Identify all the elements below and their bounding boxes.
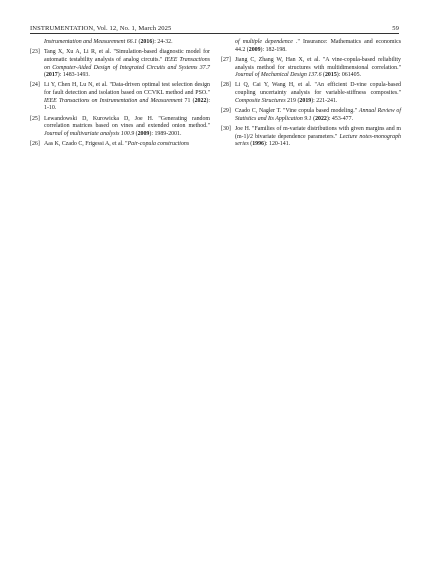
reference-pages: ): 453-477. [326,115,354,122]
reference-number: [26] [30,141,40,148]
reference-source: of multiple dependence [235,39,293,45]
reference-number: [28] [221,82,231,89]
reference-number: [30] [221,125,231,132]
reference-text: ." Insurance: Mathematics and economics 44.2 ( [235,39,401,53]
reference-number: [23] [30,49,40,56]
reference-25: [25] Lewandowski D, Kurowicka D, Joe H. "Generating random correlation matrices based on vines and extended onion method." Journal of multivariate analysis 100.9 (2009): 1989-2001. [30,115,210,137]
reference-source: IEEE Transactions on Instrumentation and Measurement [44,97,183,104]
reference-source: Lecture notes-monograph series [235,133,401,148]
reference-number: [27] [221,56,231,63]
reference-28 [221,82,401,105]
reference-text: Tang X, Xu A, Li R, et al. "Simulation-based diagnostic model for automatic testability analysis of analog circuits." [44,49,210,63]
reference-source: Instrumentation and Measurement 66.1 [44,39,138,45]
reference-volume: 219 ( [285,97,300,104]
reference-text: Li Q, Cai Y, Wang H, et al. "An efficient D-vine copula-based coupling uncertainty analysis for variable-stiffness composites." [235,82,401,97]
reference-year: 2009 [137,131,150,137]
reference-pages: ): 221-241. [311,97,338,104]
reference-year: 1996 [252,141,264,148]
reference-pages: ): 182-198. [260,46,287,53]
reference-column-left [30,39,210,152]
reference-text: Li Y, Chen H, Lu N, et al. "Data-driven optimal test selection design for fault detection and isolation based on CCVKL method and PSO." [44,82,210,97]
reference-year: 2015 [324,72,337,79]
journal-title: INSTRUMENTATION, Vol. 12, No. 1, March 2025 [30,25,172,32]
reference-text: Joe H. "Families of m-variate distributions with given margins and m (m-1)/2 bivariate dependence parameters." [235,125,401,140]
reference-year: 2009 [248,46,261,53]
reference-volume: 71 ( [182,97,195,104]
reference-column-right [221,39,401,152]
reference-year: 2016 [140,39,153,45]
reference-number: [24] [30,82,40,89]
reference-text: Aas K, Czado C, Frigessi A, et al. " [44,141,128,148]
reference-source: Composite Structures [235,97,286,104]
reference-26 [30,141,210,149]
reference-source: Annual Review of Statistics and Its Application 9.1 [235,108,401,122]
reference-source: Journal of Mechanical Design 137.6 [235,72,322,79]
reference-source: Journal of multivariate analysis 100.9 [44,131,135,137]
reference-text: Czado C, Nagler T. "Vine copula based modeling." [235,108,359,115]
reference-year: 2022 [315,115,327,122]
reference-24 [30,82,210,113]
reference-23: [23] Tang X, Xu A, Li R, et al. "Simulation-based diagnostic model for automatic testability analysis of analog circuits." IEEE Transactions on Computer-Aided Design of Integrated Circuits and Systems 37.7 (2017): 1483-1493. [30,49,210,79]
reference-29: [29] Czado C, Nagler T. "Vine copula based modeling." Annual Review of Statistics and Its Application 9.1 (2022): 453-477. [221,108,401,122]
reference-year: 2019 [299,97,312,104]
reference-pages: ): 120-141. [263,141,291,148]
reference-pages: ): 061405. [336,72,361,79]
reference-pages: ): 1989-2001. [149,131,182,137]
reference-source: IEEE Transactions on Computer-Aided Design of Integrated Circuits and Systems 37.7 [44,56,210,71]
header-rule [30,33,399,34]
reference-30: [30] Joe H. "Families of m-variate distributions with given margins and m (m-1)/2 bivariate dependence parameters." Lecture notes-monograph series (1996): 120-141. [221,125,401,148]
reference-pages: : 24-32. [154,39,173,45]
reference-continuation: Instrumentation and Measurement 66.1 (2016): 24-32. [44,39,173,45]
reference-year: 2017 [45,72,58,79]
reference-year: 2022 [194,97,207,104]
reference-pages: ): 1483-1493. [57,72,90,79]
page-number: 59 [392,25,399,32]
reference-pages: ): 1-10. [44,97,210,112]
reference-text: Jiang C, Zhang W, Han X, et al. "A vine-copula-based reliability analysis method for structures with multidimensional correlation." [235,56,401,71]
reference-number: [25] [30,115,40,122]
reference-source: Pair-copula constructions [127,141,190,148]
reference-number: [29] [221,108,231,115]
reference-text: Lewandowski D, Kurowicka D, Joe H. "Generating random correlation matrices based on vines and extended onion method." [44,115,210,130]
reference-continuation [221,39,401,54]
reference-27: [27] Jiang C, Zhang W, Han X, et al. "A vine-copula-based reliability analysis method for structures with multidimensional correlation." Journal of Mechanical Design 137.6 (2015): 061405. [221,56,401,79]
page-header [30,20,399,32]
